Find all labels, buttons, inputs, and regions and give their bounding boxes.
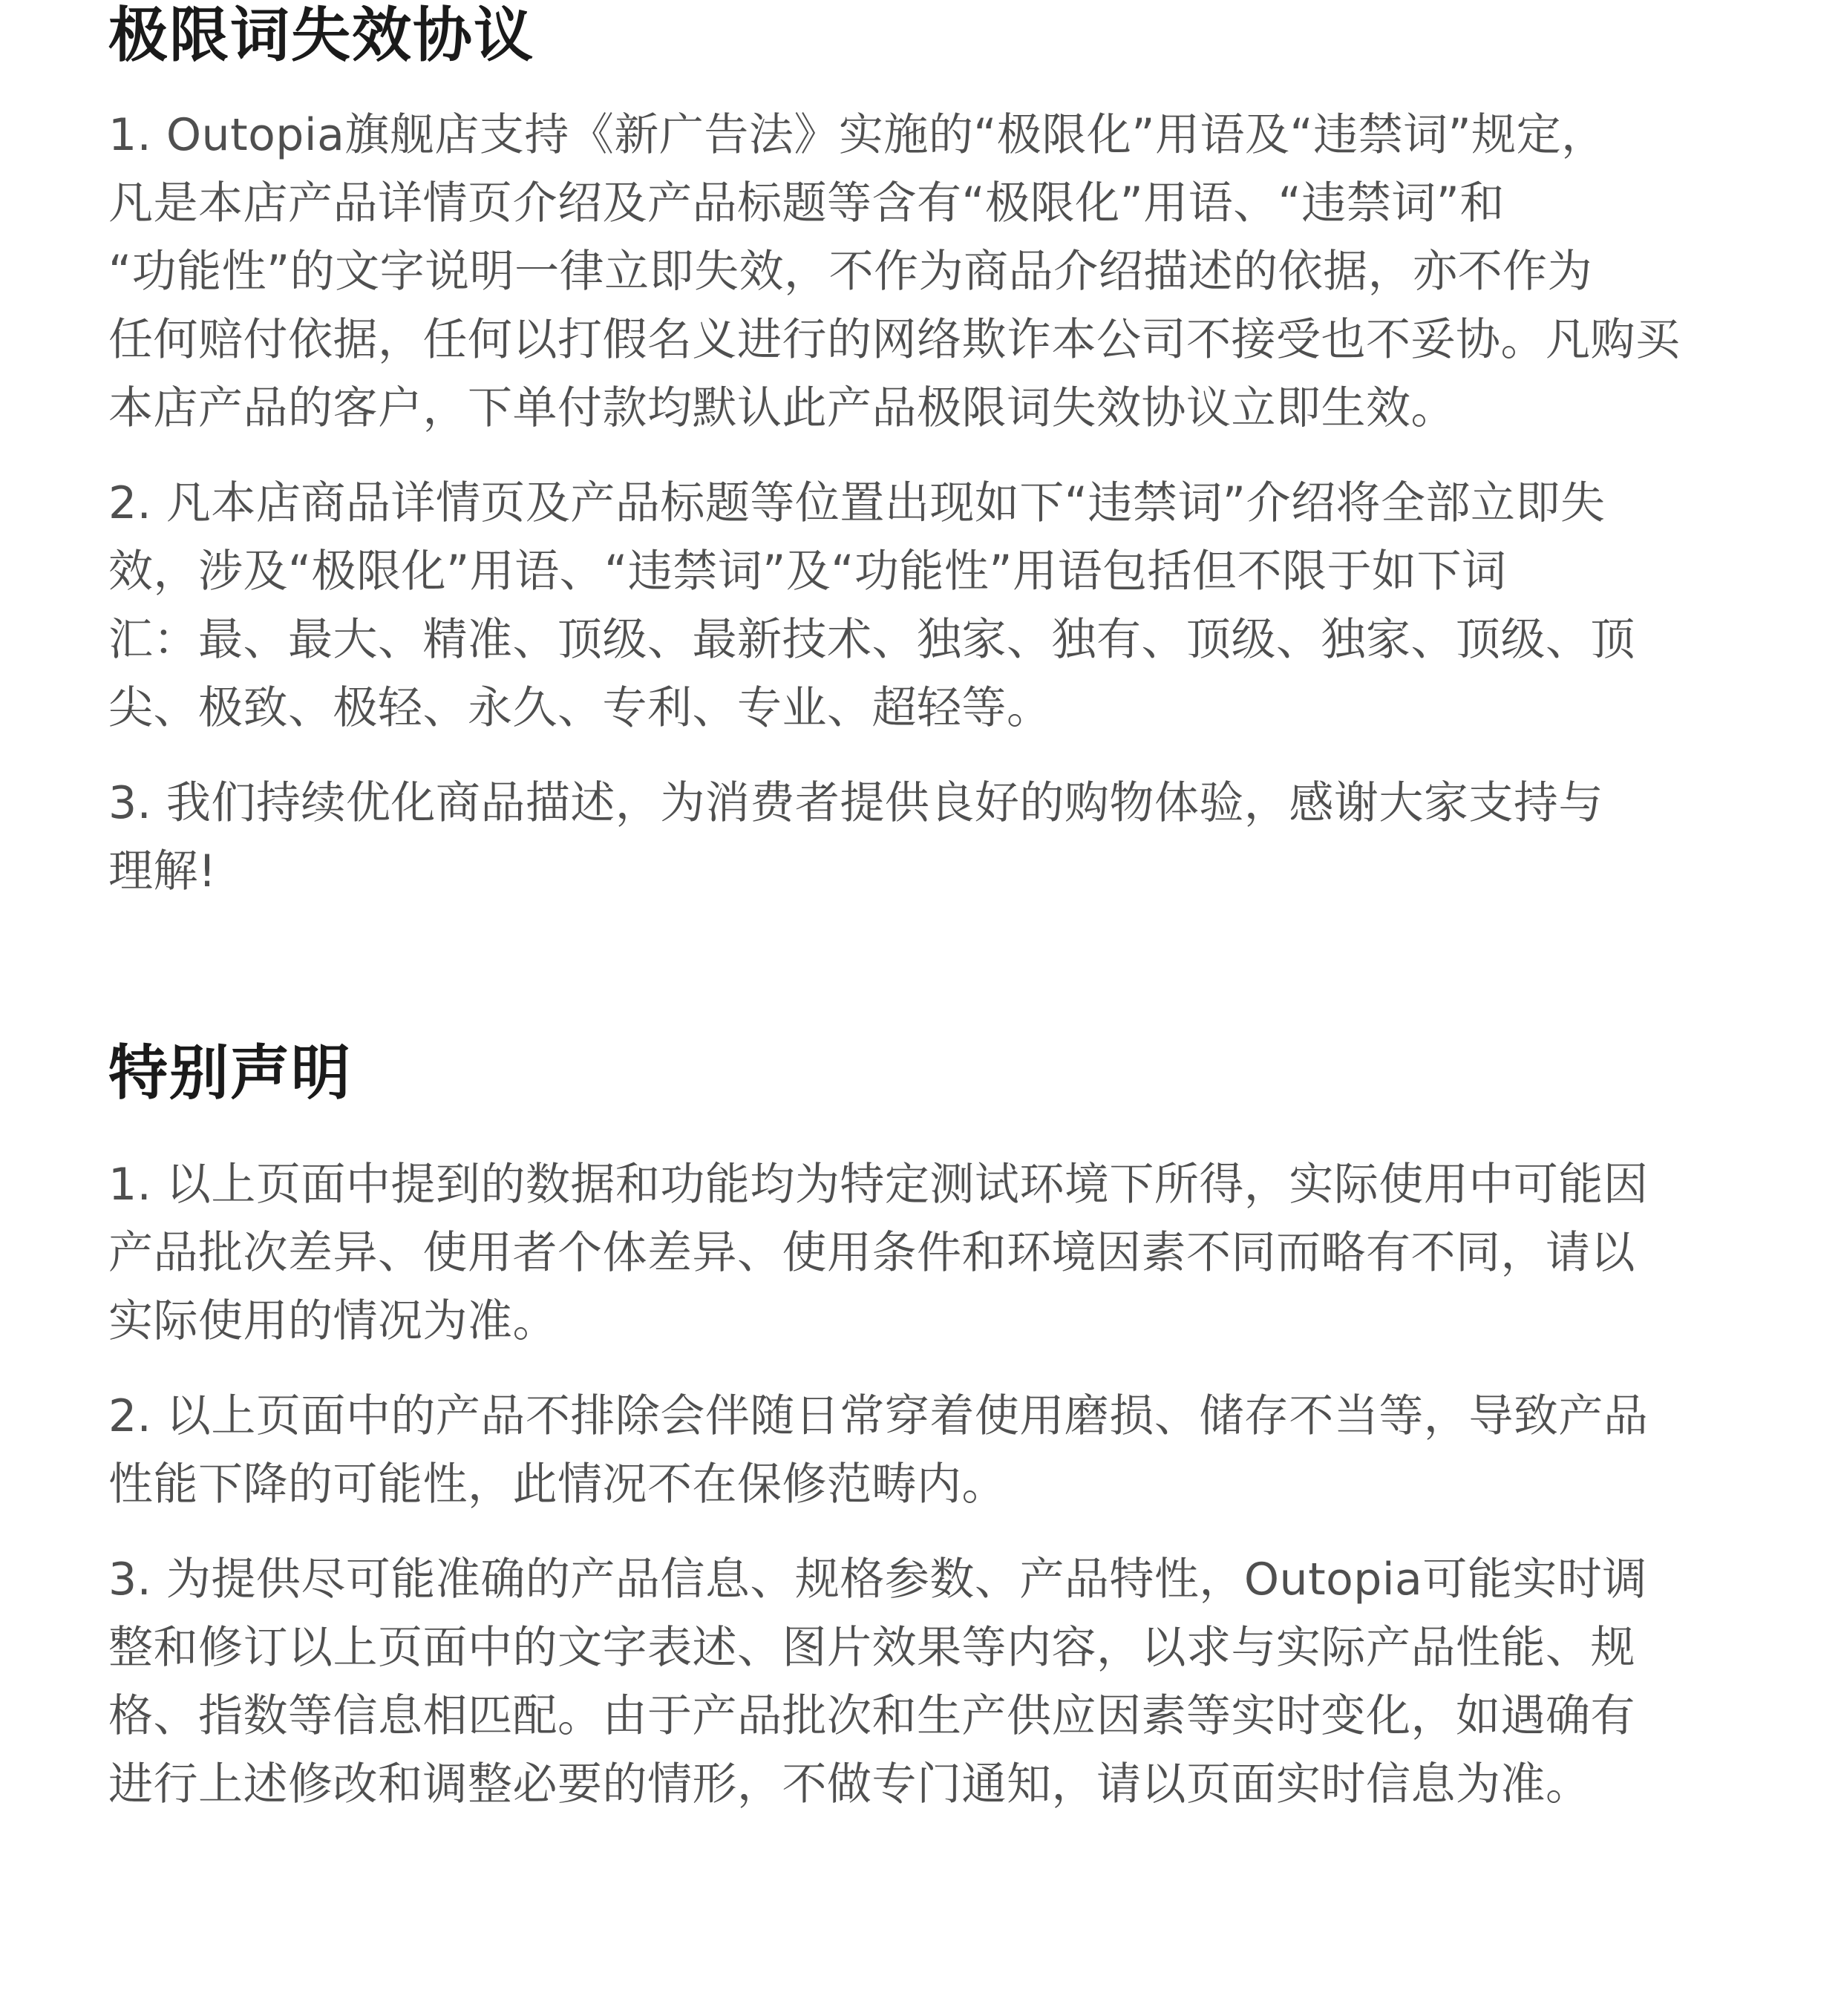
paragraph-1	[108, 1151, 1742, 1355]
section-title: 特别声明	[108, 1038, 352, 1107]
text-line: 3. 为提供尽可能准确的产品信息、规格参数、产品特性，Outopia可能实时调	[108, 1554, 1647, 1606]
paragraph-2	[108, 469, 1742, 742]
text-line: 2. 凡本店商品详情页及产品标题等位置出现如下“违禁词”介绍将全部立即失	[108, 477, 1606, 529]
paragraph-3	[108, 1545, 1742, 1819]
text-line: 2. 以上页面中的产品不排除会伴随日常穿着使用磨损、储存不当等，导致产品	[108, 1390, 1649, 1442]
text-line: 效，涉及“极限化”用语、“违禁词”及“功能性”用语包括但不限于如下词	[108, 546, 1507, 598]
text-line: 性能下降的可能性，此情况不在保修范畴内。	[108, 1459, 1007, 1511]
text-line: 任何赔付依据，任何以打假名义进行的网络欺诈本公司不接受也不妥协。凡购买	[108, 314, 1681, 366]
document-page	[108, 0, 1742, 1819]
section-title: 极限词失效协议	[108, 1, 534, 70]
section-special-statement	[108, 1038, 1742, 1819]
paragraph-1	[108, 101, 1742, 442]
text-line: 尖、极致、极轻、永久、专利、专业、超轻等。	[108, 682, 1052, 734]
text-line: 理解!	[108, 845, 217, 897]
text-line: 3. 我们持续优化商品描述，为消费者提供良好的购物体验，感谢大家支持与	[108, 777, 1603, 829]
text-line: 本店产品的客户，下单付款均默认此产品极限词失效协议立即生效。	[108, 382, 1456, 434]
paragraph-2	[108, 1382, 1742, 1519]
text-line: 实际使用的情况为准。	[108, 1295, 557, 1347]
section-limit-words-agreement	[108, 0, 1742, 906]
text-line: 产品批次差异、使用者个体差异、使用条件和环境因素不同而略有不同，请以	[108, 1227, 1635, 1279]
text-line: 整和修订以上页面中的文字表述、图片效果等内容，以求与实际产品性能、规	[108, 1622, 1635, 1674]
paragraph-3	[108, 769, 1742, 906]
text-line: 凡是本店产品详情页介绍及产品标题等含有“极限化”用语、“违禁词”和	[108, 177, 1505, 229]
text-line: “功能性”的文字说明一律立即失效，不作为商品介绍描述的依据，亦不作为	[108, 246, 1593, 298]
text-line: 1. 以上页面中提到的数据和功能均为特定测试环境下所得，实际使用中可能因	[108, 1159, 1649, 1211]
text-line: 格、指数等信息相匹配。由于产品批次和生产供应因素等实时变化，如遇确有	[108, 1690, 1635, 1742]
text-line: 1. Outopia旗舰店支持《新广告法》实施的“极限化”用语及“违禁词”规定，	[108, 109, 1606, 161]
text-line: 进行上述修改和调整必要的情形，不做专门通知，请以页面实时信息为准。	[108, 1758, 1591, 1810]
text-line: 汇：最、最大、精准、顶级、最新技术、独家、独有、顶级、独家、顶级、顶	[108, 614, 1635, 666]
